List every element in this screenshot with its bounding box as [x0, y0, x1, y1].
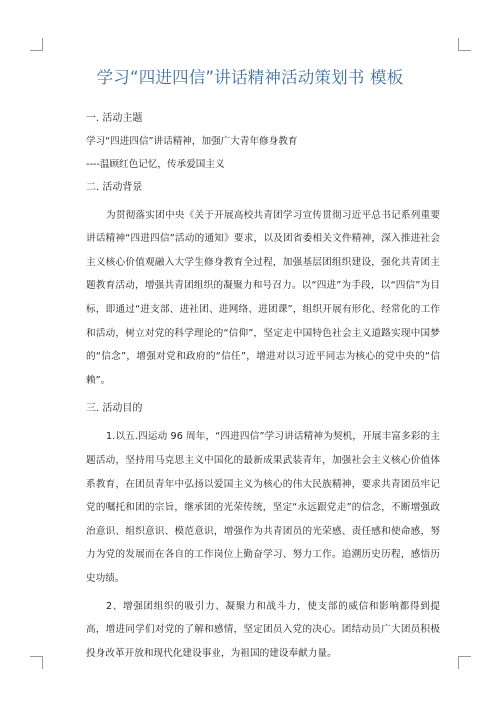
- crop-mark-bottom-left: [30, 656, 43, 669]
- section-3-paragraph-1: 1.以五.四运动 96 周年，“四进四信”学习讲话精神为契机，开展丰富多彩的主题活动，坚持用马克思主义中国化的最新成果武装青年，加强社会主义核心价值体系教育，在团员青年中弘扬以爱国主义为核心的伟大民族精神，要求共青团员牢记党的嘱托和团的宗旨，继承团的光荣传统，坚定“永远跟党走”的信念，不断增强政治意识、组织意识、模范意识，增强作为共青团员的光荣感、责任感和使命感，努力为党的发展而在各自的工作岗位上勤奋学习、努力工作。追溯历史历程，感悟历史功绩。: [86, 431, 440, 584]
- section-1-subtheme-line: ----温顾红色记忆，传承爱国主义: [86, 158, 225, 170]
- document-title: 学习“四进四信”讲话精神活动策划书 模板: [96, 68, 404, 87]
- section-2-paragraph: 为贯彻落实团中央《关于开展高校共青团学习宣传贯彻习近平总书记系列重要讲话精神“四进四信”活动的通知》要求，以及团省委相关文件精神，深入推进社会主义核心价值观融入大学生修身教育全过程，加强基层团组织建设，强化共青团主题教育活动，增强共青团组织的凝聚力和号召力。以“四进”为手段，以“四信”为目标，即通过“进支部、进社团、进网络、进团课”，组织开展有形化、经常化的工作和活动，树立对党的科学理论的“信仰”，坚定走中国特色社会主义道路实现中国梦的“信念”，增强对党和政府的“信任”，增进对以习近平同志为核心的党中央的“信赖”。: [86, 209, 440, 386]
- section-3-paragraph-2: 2、增强团组织的吸引力、凝聚力和战斗力，使支部的威信和影响都得到提高，增进同学们对党的了解和感情，坚定团员入党的决心。团结动员广大团员积极投身改革开放和现代化建设事业，为祖国的建设奉献力量。: [86, 600, 440, 659]
- crop-mark-top-right: [458, 38, 471, 51]
- section-1-theme-line: 学习“四进四信”讲话精神，加强广大青年修身教育: [86, 136, 298, 147]
- crop-mark-bottom-right: [458, 656, 471, 669]
- section-2-heading: 二. 活动背景: [86, 181, 143, 193]
- section-1-heading: 一. 活动主题: [86, 113, 143, 124]
- section-3-heading: 三. 活动目的: [86, 403, 143, 415]
- document-body: [86, 112, 440, 665]
- crop-mark-top-left: [30, 38, 43, 51]
